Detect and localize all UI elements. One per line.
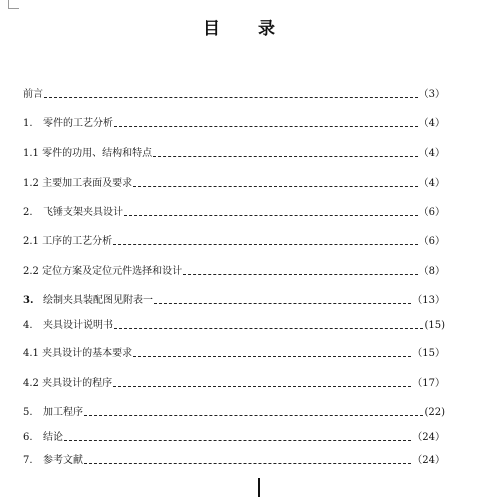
toc-page-number: （3） <box>418 89 445 100</box>
toc-leader <box>44 96 418 98</box>
toc-entry-preface[interactable] <box>23 87 445 101</box>
toc-entry-label: 绘制夹具装配图见附表一 <box>43 295 153 306</box>
toc-entry-number: 5. <box>23 407 33 418</box>
toc-entry-number: 7. <box>23 455 33 466</box>
toc-entry-2-1[interactable] <box>23 234 445 248</box>
toc-page-number: （8） <box>418 266 445 277</box>
toc-leader <box>124 214 418 216</box>
toc-entry-1-2[interactable] <box>23 176 445 190</box>
toc-entry-label: 飞锤支架夹具设计 <box>43 207 123 218</box>
toc-page-number: （15） <box>412 348 445 359</box>
toc-page-number: (15) <box>424 320 445 331</box>
toc-entry-2-2[interactable] <box>23 264 445 278</box>
toc-leader <box>113 243 418 245</box>
page-corner-mark <box>8 0 19 9</box>
text-cursor <box>258 478 260 497</box>
toc-entry-number: 4. <box>23 320 33 331</box>
toc-page-number: （13） <box>412 295 445 306</box>
toc-leader <box>64 439 411 441</box>
toc-page-number: （24） <box>412 455 445 466</box>
toc-leader <box>154 302 411 304</box>
toc-entry-6[interactable] <box>23 430 445 444</box>
toc-leader <box>133 355 411 357</box>
toc-entry-5[interactable] <box>23 405 445 419</box>
toc-entry-3[interactable] <box>23 293 445 307</box>
toc-leader <box>84 462 411 464</box>
toc-entry-4[interactable] <box>23 318 445 332</box>
toc-entry-label: 参考文献 <box>43 455 83 466</box>
toc-leader <box>133 185 418 187</box>
toc-page-number: （24） <box>412 432 445 443</box>
toc-entry-label: 加工程序 <box>43 407 83 418</box>
toc-leader <box>113 385 411 387</box>
toc-entry-4-2[interactable] <box>23 376 445 390</box>
toc-entry-number: 3. <box>23 295 34 306</box>
toc-entry-label: 4.1 夹具设计的基本要求 <box>23 348 133 359</box>
toc-page-number: （17） <box>412 378 445 389</box>
toc-page-number: (22) <box>424 407 445 418</box>
toc-leader <box>84 414 423 416</box>
toc-entry-label: 零件的工艺分析 <box>43 118 113 129</box>
toc-page-number: （4） <box>418 148 445 159</box>
toc-entry-number: 2. <box>23 207 33 218</box>
toc-entry-label: 前言 <box>23 89 43 100</box>
toc-entry-label: 结论 <box>43 432 63 443</box>
toc-entry-1[interactable] <box>23 116 445 130</box>
toc-entry-number: 6. <box>23 432 33 443</box>
toc-entry-label: 夹具设计说明书 <box>43 320 113 331</box>
toc-entry-number: 1. <box>23 118 33 129</box>
toc-entry-label: 1.2 主要加工表面及要求 <box>23 178 133 189</box>
toc-title: 目 录 <box>203 19 291 39</box>
toc-entry-1-1[interactable] <box>23 146 445 160</box>
toc-leader <box>183 273 418 275</box>
toc-entry-7[interactable] <box>23 453 445 467</box>
toc-entry-label: 4.2 夹具设计的程序 <box>23 378 113 389</box>
toc-page-number: （6） <box>418 236 445 247</box>
toc-page-number: （6） <box>418 207 445 218</box>
toc-entry-label: 2.2 定位方案及定位元件选择和设计 <box>23 266 183 277</box>
toc-entry-4-1[interactable] <box>23 346 445 360</box>
toc-leader <box>153 155 418 157</box>
toc-entry-label: 2.1 工序的工艺分析 <box>23 236 113 247</box>
toc-leader <box>114 327 423 329</box>
toc-leader <box>114 125 418 127</box>
toc-entry-label: 1.1 零件的功用、结构和特点 <box>23 148 153 159</box>
toc-entry-2[interactable] <box>23 205 445 219</box>
toc-page-number: （4） <box>418 118 445 129</box>
toc-page-number: （4） <box>418 178 445 189</box>
